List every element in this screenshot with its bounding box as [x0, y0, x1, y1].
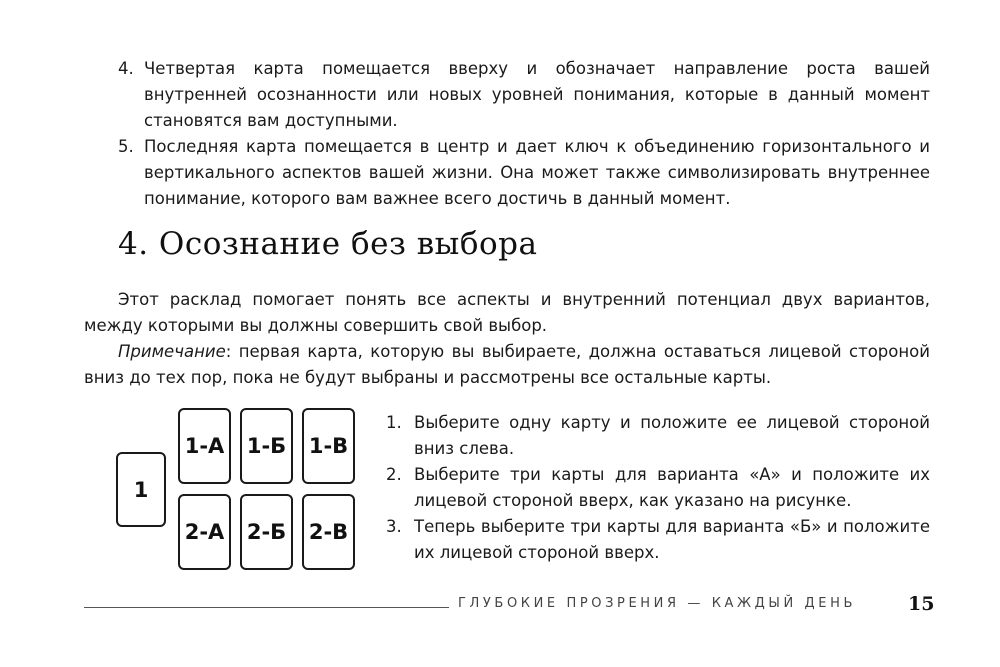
- page-number: 15: [908, 593, 935, 615]
- card-1b: 1-Б: [240, 408, 293, 484]
- intro-paragraph: Этот расклад помогает понять все аспекты и внутренний потенциал двух вариантов, между которыми вы должны совершить свой выбор.: [84, 290, 930, 335]
- list-item-text: Выберите три карты для варианта «А» и положите их лицевой стороной вверх, как указано на рисунке.: [414, 465, 930, 510]
- list-item: [118, 56, 930, 134]
- numbered-list-top: [118, 56, 930, 212]
- card-1v: 1-В: [302, 408, 355, 484]
- section-heading: 4. Осознание без выбора: [118, 226, 538, 262]
- steps-list: [386, 410, 930, 566]
- card-2a: 2-А: [178, 494, 231, 570]
- list-item-text: Выберите одну карту и положите ее лицевой стороной вниз слева.: [414, 413, 930, 458]
- list-item-number: 4.: [118, 59, 134, 78]
- list-item-number: 3.: [386, 517, 402, 536]
- list-item-text: Четвертая карта помещается вверху и обозначает направление роста вашей внутренней осознанности или новых уровней понимания, которые в данный момент становятся вам доступными.: [144, 59, 930, 130]
- list-item-text: Теперь выберите три карты для варианта «Б» и положите их лицевой стороной вверх.: [414, 517, 930, 562]
- card-1: 1: [116, 452, 166, 527]
- list-item: [386, 514, 930, 566]
- card-2v: 2-В: [302, 494, 355, 570]
- list-item: [386, 462, 930, 514]
- running-title: ГЛУБОКИЕ ПРОЗРЕНИЯ — КАЖДЫЙ ДЕНЬ: [458, 596, 856, 611]
- list-item-number: 5.: [118, 137, 134, 156]
- card-2b: 2-Б: [240, 494, 293, 570]
- list-item: [386, 410, 930, 462]
- footer-divider: [84, 607, 449, 608]
- list-item-number: 2.: [386, 465, 402, 484]
- list-item-text: Последняя карта помещается в центр и дает ключ к объединению горизонтального и вертикального аспектов вашей жизни. Она может также символизировать внутреннее понимание, которого вам важнее всего достичь в данный момент.: [144, 137, 930, 208]
- note-label: Примечание: [118, 342, 226, 361]
- note-text: : первая карта, которую вы выбираете, должна оставаться лицевой стороной вниз до тех пор, пока не будут выбраны и рассмотрены все остальные карты.: [84, 342, 930, 387]
- list-item: [118, 134, 930, 212]
- note-paragraph: [84, 339, 930, 391]
- list-item-number: 1.: [386, 413, 402, 432]
- card-1a: 1-А: [178, 408, 231, 484]
